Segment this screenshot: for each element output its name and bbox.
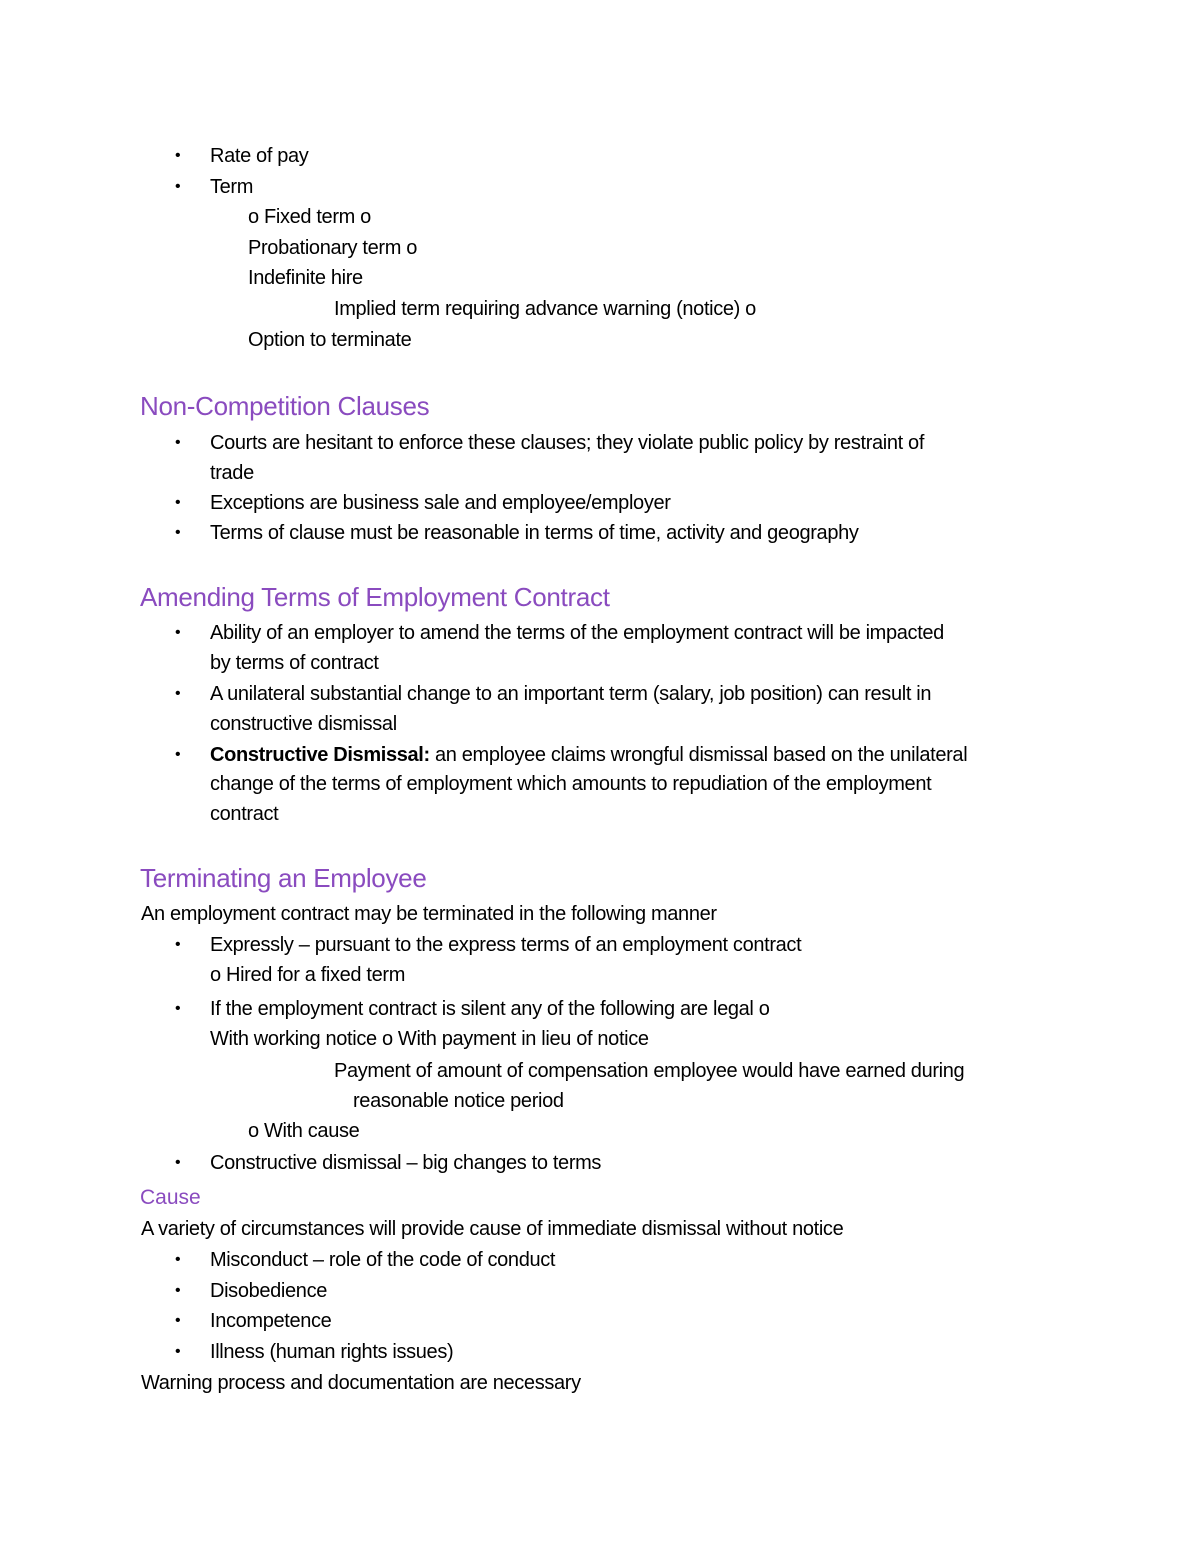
list-item-cause: Incompetence — [210, 1310, 332, 1332]
heading-terminating-employee: Terminating an Employee — [140, 863, 427, 893]
list-item-line: Ability of an employer to amend the terms of the employment contract will be impacted — [210, 622, 944, 644]
list-item-line: trade — [210, 462, 254, 484]
heading-cause: Cause — [140, 1186, 201, 1209]
sublist-fixed-term: o Fixed term o — [248, 206, 371, 228]
bullet: • — [175, 494, 181, 511]
definition-text: an employee claims wrongful dismissal based on the unilateral — [429, 744, 968, 766]
paragraph-intro: An employment contract may be terminated in the following manner — [141, 903, 717, 925]
list-item-line: reasonable notice period — [353, 1090, 564, 1112]
bullet: • — [175, 178, 181, 195]
list-item-line: Exceptions are business sale and employee/employer — [210, 492, 671, 514]
paragraph-closing: Warning process and documentation are necessary — [141, 1372, 581, 1394]
list-item-line — [210, 743, 967, 767]
term-constructive-dismissal: Constructive Dismissal: — [210, 744, 430, 766]
heading-non-competition: Non-Competition Clauses — [140, 391, 430, 421]
bullet: • — [175, 1251, 181, 1268]
list-item-rate-of-pay: Rate of pay — [210, 145, 309, 167]
bullet: • — [175, 936, 181, 953]
bullet: • — [175, 1282, 181, 1299]
bullet: • — [175, 524, 181, 541]
list-item-line: Expressly – pursuant to the express terms of an employment contract — [210, 934, 802, 956]
bullet: • — [175, 1343, 181, 1360]
sublist-probationary-term: Probationary term o — [248, 237, 417, 259]
list-item-line: constructive dismissal — [210, 713, 397, 735]
list-item-line: With working notice o With payment in lieu of notice — [210, 1028, 649, 1050]
bullet: • — [175, 147, 181, 164]
bullet: • — [175, 1312, 181, 1329]
bullet: • — [175, 1000, 181, 1017]
list-item-cause: Disobedience — [210, 1280, 327, 1302]
list-item-line: A unilateral substantial change to an important term (salary, job position) can result in — [210, 683, 932, 705]
paragraph-cause-intro: A variety of circumstances will provide cause of immediate dismissal without notice — [141, 1218, 844, 1240]
list-item-line: contract — [210, 803, 279, 825]
heading-amending-terms: Amending Terms of Employment Contract — [140, 582, 610, 612]
sublist-indefinite-hire: Indefinite hire — [248, 267, 363, 289]
sublist-hired-fixed-term: o Hired for a fixed term — [210, 964, 406, 986]
list-item-line: Constructive dismissal – big changes to terms — [210, 1152, 602, 1174]
bullet: • — [175, 434, 181, 451]
list-item-line: Payment of amount of compensation employee would have earned during — [334, 1060, 965, 1082]
sublist-implied-term: Implied term requiring advance warning (notice) o — [334, 298, 756, 320]
list-item-line: If the employment contract is silent any of the following are legal o — [210, 998, 770, 1020]
sublist-option-to-terminate: Option to terminate — [248, 329, 412, 351]
sublist-with-cause: o With cause — [248, 1120, 360, 1142]
bullet: • — [175, 746, 181, 763]
list-item-line: by terms of contract — [210, 652, 379, 674]
list-item-cause: Misconduct – role of the code of conduct — [210, 1249, 556, 1271]
list-item-term: Term — [210, 176, 254, 198]
bullet: • — [175, 1154, 181, 1171]
bullet: • — [175, 685, 181, 702]
list-item-cause: Illness (human rights issues) — [210, 1341, 454, 1363]
list-item-line: Terms of clause must be reasonable in terms of time, activity and geography — [210, 522, 859, 544]
bullet: • — [175, 624, 181, 641]
list-item-line: change of the terms of employment which amounts to repudiation of the employment — [210, 773, 932, 795]
list-item-line: Courts are hesitant to enforce these clauses; they violate public policy by restraint of — [210, 432, 925, 454]
